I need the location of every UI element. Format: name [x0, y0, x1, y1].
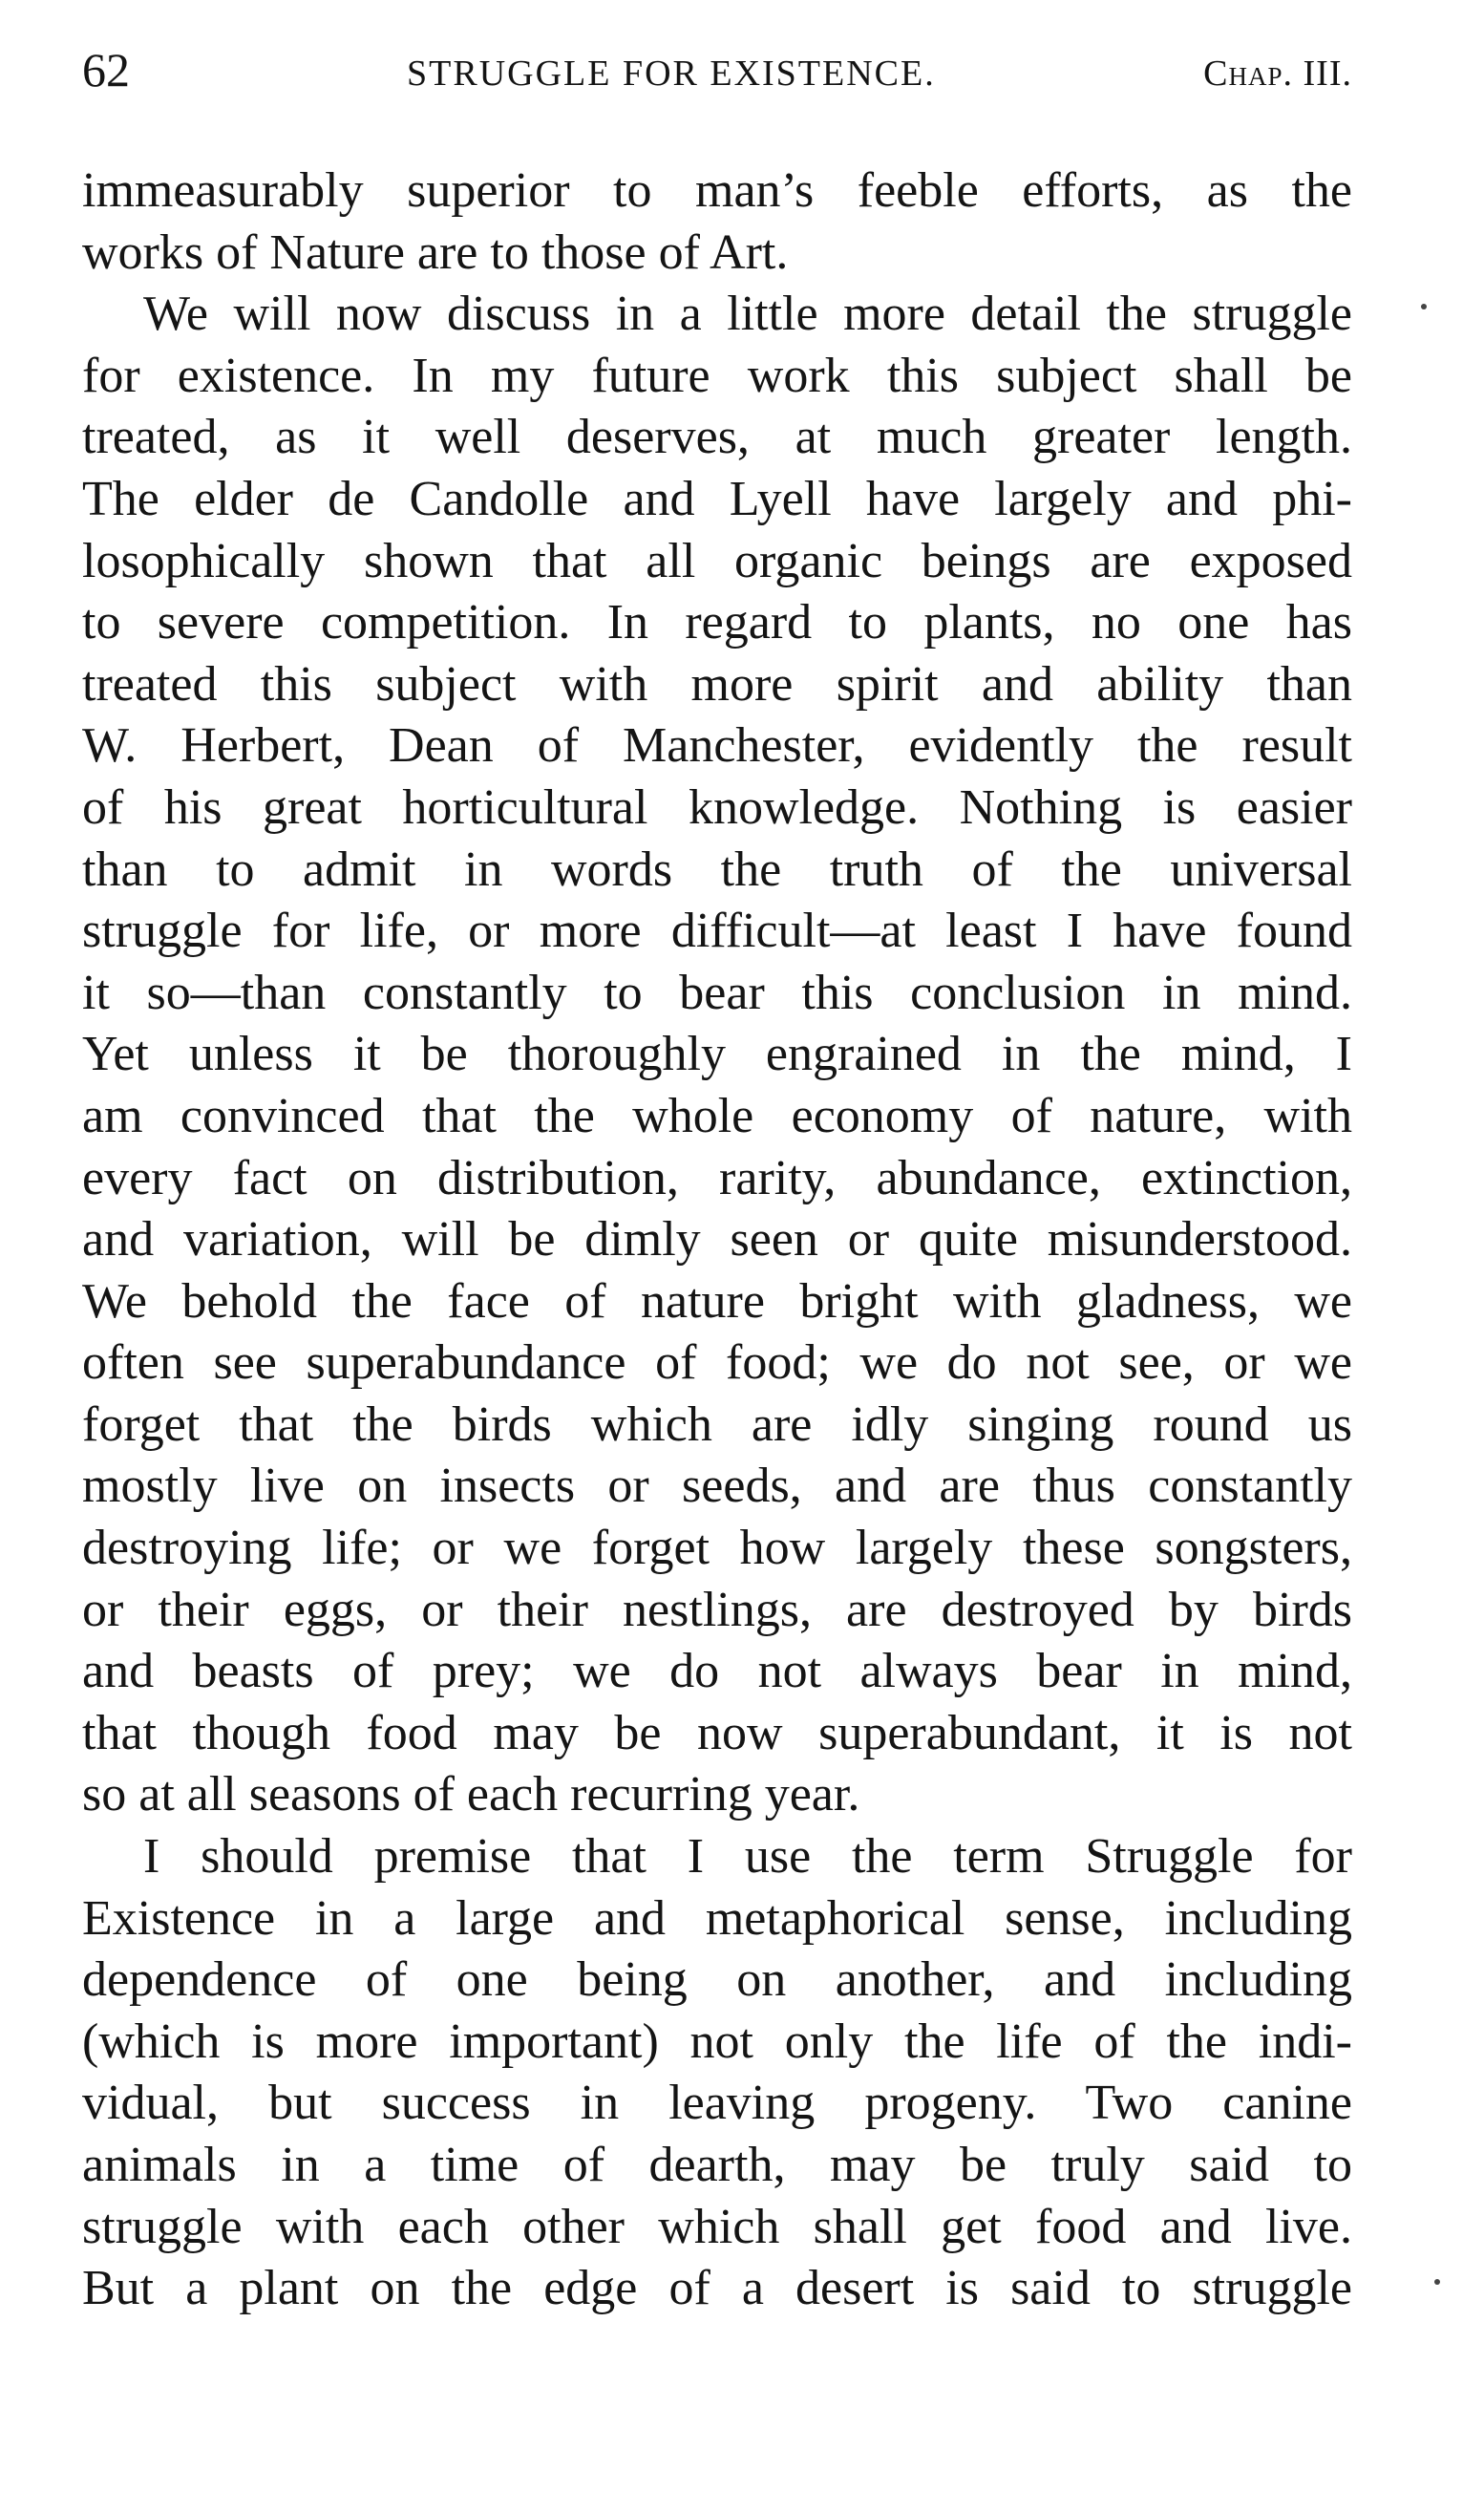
- text-line: to severe competition. In regard to plants, no one has: [82, 595, 1352, 650]
- text-line: every fact on distribution, rarity, abundance, extinction,: [82, 1150, 1352, 1205]
- text-line: (which is more important) not only the life of the indi-: [82, 2014, 1352, 2069]
- body-text: [82, 160, 1352, 2320]
- text-line: that though food may be now superabundant, it is not: [82, 1705, 1352, 1760]
- paragraph: [82, 160, 1352, 284]
- text-line: or their eggs, or their nestlings, are destroyed by birds: [82, 1582, 1352, 1637]
- text-line: But a plant on the edge of a desert is said to struggle: [82, 2261, 1352, 2316]
- text-line: We will now discuss in a little more detail the struggle: [143, 287, 1352, 342]
- chapter-label: Chap. III.: [1203, 53, 1352, 94]
- text-line: losophically shown that all organic beings are exposed: [82, 533, 1352, 588]
- margin-dot-mark: [1421, 304, 1427, 309]
- paragraph: [82, 284, 1352, 1826]
- text-line: I should premise that I use the term Struggle for: [143, 1829, 1352, 1885]
- text-line: struggle for life, or more difficult—at least I have found: [82, 904, 1352, 959]
- text-line: struggle with each other which shall get food and live.: [82, 2199, 1352, 2254]
- text-line: W. Herbert, Dean of Manchester, evidently the result: [82, 718, 1352, 774]
- text-line: for existence. In my future work this subject shall be: [82, 348, 1352, 403]
- text-line: treated, as it well deserves, at much greater length.: [82, 410, 1352, 465]
- paragraph: [82, 1826, 1352, 2320]
- text-line: vidual, but success in leaving progeny. Two canine: [82, 2076, 1352, 2131]
- text-line: and variation, will be dimly seen or quite misunderstood.: [82, 1212, 1352, 1268]
- text-line: The elder de Candolle and Lyell have largely and phi-: [82, 471, 1352, 526]
- text-line: Existence in a large and metaphorical sense, including: [82, 1890, 1352, 1946]
- text-line: Yet unless it be thoroughly engrained in the mind, I: [82, 1027, 1352, 1082]
- text-line: often see superabundance of food; we do not see, or we: [82, 1335, 1352, 1391]
- text-line: forget that the birds which are idly singing round us: [82, 1396, 1352, 1452]
- text-line: immeasurably superior to man’s feeble efforts, as the: [82, 163, 1352, 218]
- running-title: STRUGGLE FOR EXISTENCE.: [407, 53, 936, 94]
- text-line: dependence of one being on another, and including: [82, 1952, 1352, 2008]
- text-line: treated this subject with more spirit and ability than: [82, 656, 1352, 712]
- page-number: 62: [82, 43, 130, 96]
- running-head: [82, 36, 1352, 103]
- text-line: of his great horticultural knowledge. Nothing is easier: [82, 779, 1352, 835]
- text-line: animals in a time of dearth, may be truly said to: [82, 2138, 1352, 2192]
- text-line: We behold the face of nature bright with gladness, we: [82, 1273, 1352, 1329]
- text-line: destroying life; or we forget how largely these songsters,: [82, 1521, 1352, 1576]
- text-line: am convinced that the whole economy of nature, with: [82, 1088, 1352, 1143]
- text-line: than to admit in words the truth of the universal: [82, 842, 1352, 897]
- margin-dot-mark: [1434, 2279, 1440, 2285]
- text-line: so at all seasons of each recurring year.: [82, 1767, 860, 1822]
- text-line: mostly live on insects or seeds, and are thus constantly: [82, 1459, 1352, 1514]
- text-line: and beasts of prey; we do not always bear in mind,: [82, 1644, 1352, 1699]
- text-line: works of Nature are to those of Art.: [82, 224, 789, 280]
- text-line: it so—than constantly to bear this conclusion in mind.: [82, 965, 1352, 1020]
